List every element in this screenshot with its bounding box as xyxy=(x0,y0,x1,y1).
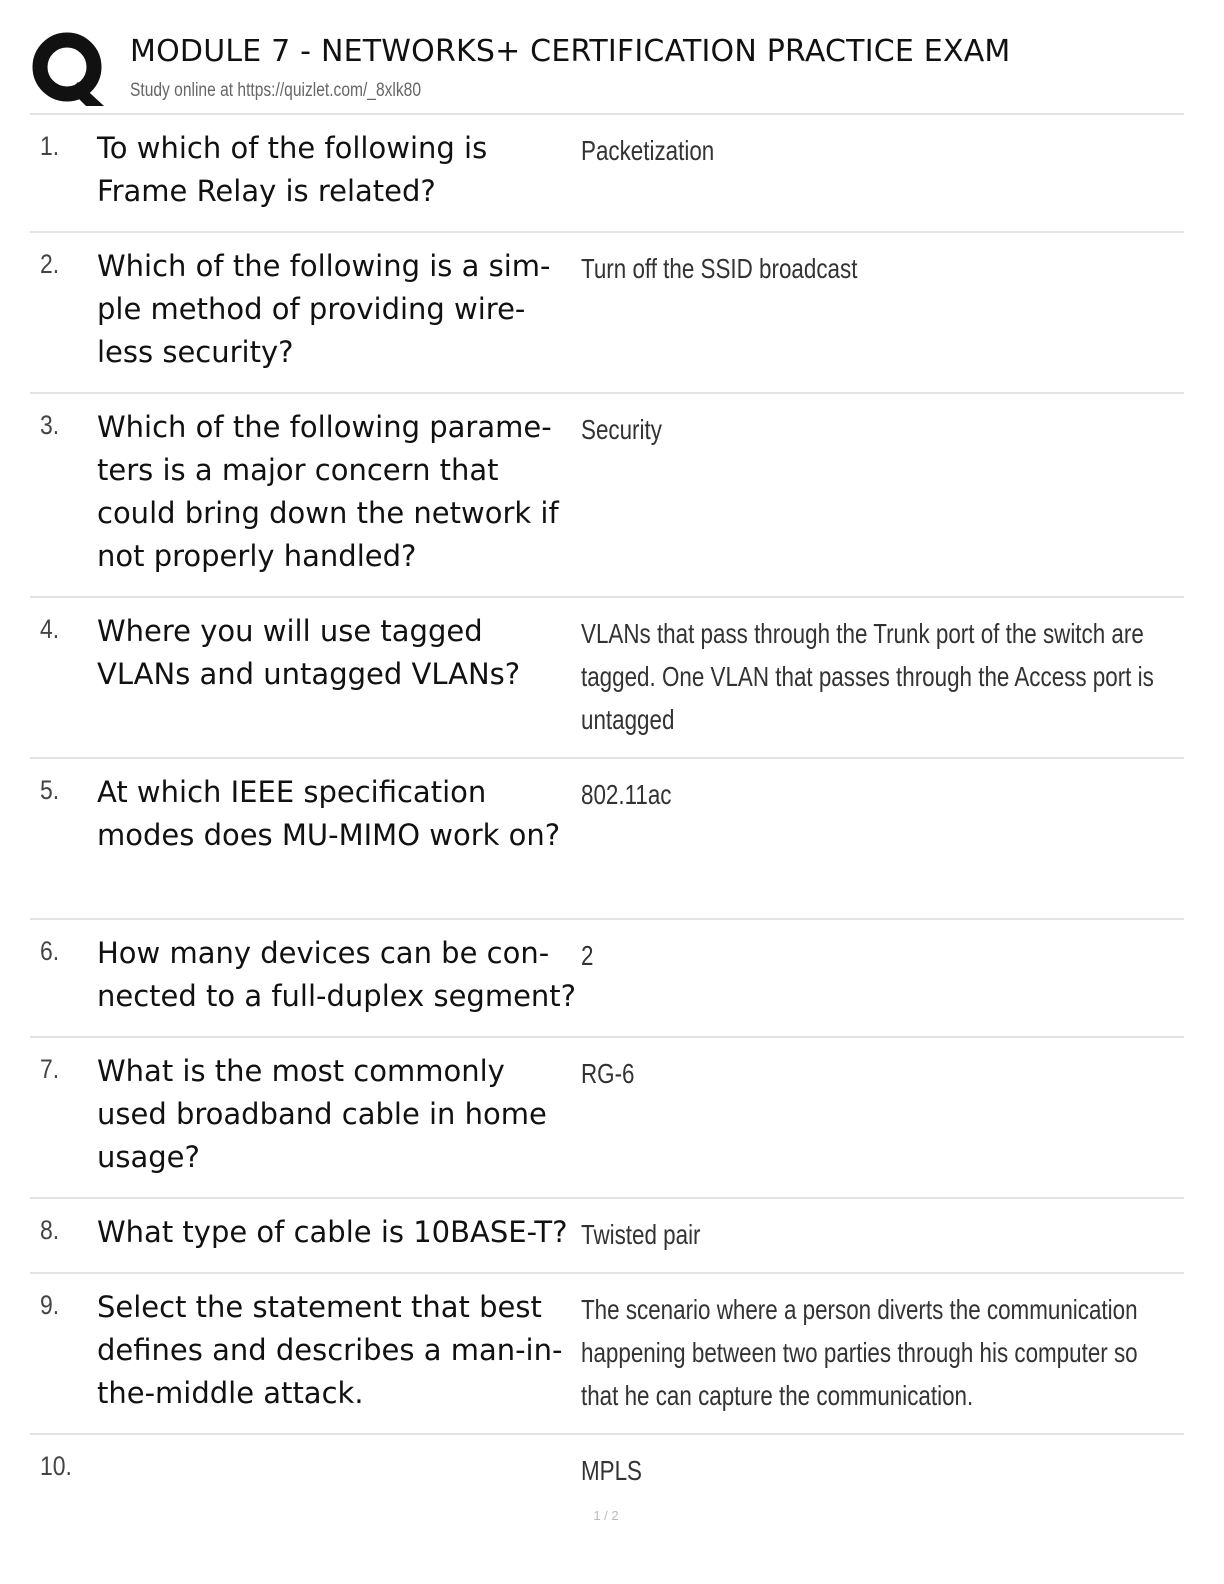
question-row-6 xyxy=(30,920,1184,1038)
question-number: 2. xyxy=(40,249,60,279)
study-online-link[interactable]: Study online at https://quizlet.com/_8xlk80 xyxy=(130,80,421,101)
page-title: MODULE 7 - NETWORKS+ CERTIFICATION PRACTICE EXAM xyxy=(130,34,1011,69)
answer-text: 802.11ac xyxy=(581,779,672,810)
answer-text: Packetization xyxy=(581,135,715,166)
question-number: 1. xyxy=(40,131,60,161)
answer-text: The scenario where a person diverts the communication happening between two parties through his computer so that he can capture the communication. xyxy=(581,1294,1138,1411)
question-row-2 xyxy=(30,233,1184,394)
question-row-3 xyxy=(30,394,1184,598)
question-number: 8. xyxy=(40,1215,60,1245)
question-number: 10. xyxy=(40,1451,72,1481)
answer-text: Security xyxy=(581,414,662,445)
question-text: To which of the following is Frame Relay is related? xyxy=(97,131,488,208)
question-row-9 xyxy=(30,1274,1184,1435)
question-text: How many devices can be con-nected to a full-duplex segment? xyxy=(97,936,577,1013)
page-header xyxy=(30,28,1190,114)
question-number: 9. xyxy=(40,1290,60,1320)
answer-text: RG-6 xyxy=(581,1058,635,1089)
question-row-7 xyxy=(30,1038,1184,1199)
question-number: 7. xyxy=(40,1054,60,1084)
question-text: Select the statement that best defines and describes a man-in-the-middle attack. xyxy=(97,1290,563,1410)
quizlet-q-logo-icon xyxy=(32,32,106,106)
question-row-5 xyxy=(30,759,1184,920)
question-row-4 xyxy=(30,598,1184,759)
question-text: Which of the following is a sim-ple method of providing wire-less security? xyxy=(97,249,551,369)
question-text: What type of cable is 10BASE-T? xyxy=(97,1215,568,1249)
question-row-1 xyxy=(30,115,1184,233)
question-text: At which IEEE specification modes does MU-MIMO work on? xyxy=(97,775,561,852)
answer-text: Turn off the SSID broadcast xyxy=(581,253,858,284)
answer-text: 2 xyxy=(581,940,594,971)
question-number: 6. xyxy=(40,936,60,966)
answer-text: Twisted pair xyxy=(581,1219,701,1250)
question-text: What is the most commonly used broadband cable in home usage? xyxy=(97,1054,547,1174)
page-number: 1 / 2 xyxy=(593,1508,619,1523)
question-number: 5. xyxy=(40,775,60,805)
question-number: 4. xyxy=(40,614,60,644)
question-row-10 xyxy=(30,1435,1184,1515)
question-text: Where you will use tagged VLANs and untagged VLANs? xyxy=(97,614,521,691)
answer-text: MPLS xyxy=(581,1455,642,1486)
question-list xyxy=(30,115,1184,1515)
question-number: 3. xyxy=(40,410,60,440)
question-text: Which of the following parame-ters is a major concern that could bring down the network if not properly handled? xyxy=(97,410,559,573)
question-row-8 xyxy=(30,1199,1184,1274)
answer-text: VLANs that pass through the Trunk port of the switch are tagged. One VLAN that passes through the Access port is untagged xyxy=(581,618,1154,735)
